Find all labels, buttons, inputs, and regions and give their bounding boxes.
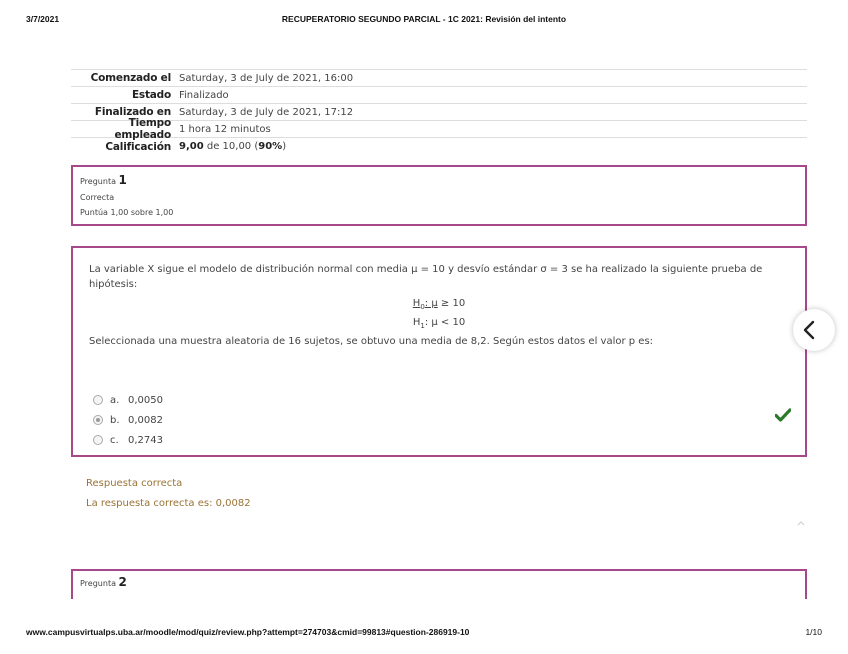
question-number-value: 1 (118, 173, 127, 187)
feedback-status: Respuesta correcta (86, 478, 183, 489)
grade-percent: 90% (258, 141, 283, 152)
answer-option-b[interactable] (93, 410, 163, 430)
question-number (80, 173, 798, 187)
summary-value: Saturday, 3 de July de 2021, 17:12 (179, 106, 354, 118)
answer-text: 0,0082 (128, 414, 163, 426)
summary-label: Tiempo empleado (114, 117, 171, 141)
question-number-value: 2 (118, 575, 127, 589)
question-feedback (86, 477, 251, 517)
summary-value: 1 hora 12 minutos (179, 123, 271, 135)
summary-label: Comenzado el (90, 72, 171, 84)
print-page-number: 1/10 (805, 627, 822, 637)
answer-option-a[interactable] (93, 390, 163, 410)
question-1-info (71, 165, 807, 226)
question-2-info (71, 569, 807, 599)
summary-grade-value (179, 141, 286, 152)
question-text: La variable X sigue el modelo de distribución normal con media μ = 10 y desvío estándar σ = 3 se ha realizado la siguiente prueba de hipótesis: (89, 264, 763, 290)
radio-button[interactable] (93, 435, 103, 445)
feedback-right-answer: La respuesta correcta es: 0,0082 (86, 498, 251, 509)
answer-letter: c. (110, 434, 119, 446)
answer-option-c[interactable] (93, 430, 163, 450)
grade-close: ) (282, 141, 287, 152)
question-followup: Seleccionada una muestra aleatoria de 16 sujetos, se obtuvo una media de 8,2. Según estos datos el valor p es: (89, 336, 654, 347)
summary-label: Estado (131, 89, 171, 101)
print-date: 3/7/2021 (26, 14, 60, 24)
summary-label: Finalizado en (94, 106, 171, 118)
chevron-up-icon[interactable] (797, 520, 805, 526)
grade-of: de 10,00 ( (203, 141, 259, 152)
check-icon (775, 408, 791, 422)
attempt-summary-table (71, 69, 807, 155)
chevron-left-icon (803, 320, 815, 340)
question-label: Pregunta (80, 579, 116, 588)
answer-text: 0,2743 (128, 434, 163, 446)
answer-letter: a. (110, 394, 120, 406)
print-url: www.campusvirtualps.uba.ar/moodle/mod/quiz/review.php?attempt=274703&cmid=99813#question-286919-10 (26, 627, 470, 637)
summary-row-finished (71, 104, 807, 121)
question-state: Correcta (80, 193, 115, 202)
print-footer (26, 627, 822, 641)
summary-row-state (71, 87, 807, 104)
answer-options (93, 390, 163, 450)
summary-row-grade (71, 138, 807, 155)
question-1-content (71, 246, 807, 457)
answer-letter: b. (110, 414, 120, 426)
radio-button-selected[interactable] (93, 415, 103, 425)
summary-value: Saturday, 3 de July de 2021, 16:00 (179, 72, 354, 84)
hypothesis-h0: $H_0$: μ ≥ 10 (412, 298, 466, 311)
grade-score: 9,00 (179, 141, 204, 152)
print-title: RECUPERATORIO SEGUNDO PARCIAL - 1C 2021: Revisión del intento (281, 14, 567, 24)
question-grade: Puntúa 1,00 sobre 1,00 (80, 208, 174, 217)
question-label: Pregunta (80, 177, 116, 186)
summary-label: Calificación (105, 140, 171, 153)
print-header (26, 14, 822, 28)
summary-row-time (71, 117, 807, 141)
summary-value: Finalizado (179, 89, 229, 101)
answer-text: 0,0050 (128, 394, 163, 406)
summary-row-started (71, 70, 807, 87)
radio-button[interactable] (93, 395, 103, 405)
question-number (80, 575, 798, 589)
hypothesis-h1: $H_1$: μ < 10 (412, 317, 466, 330)
nav-drawer-button[interactable] (793, 309, 835, 351)
